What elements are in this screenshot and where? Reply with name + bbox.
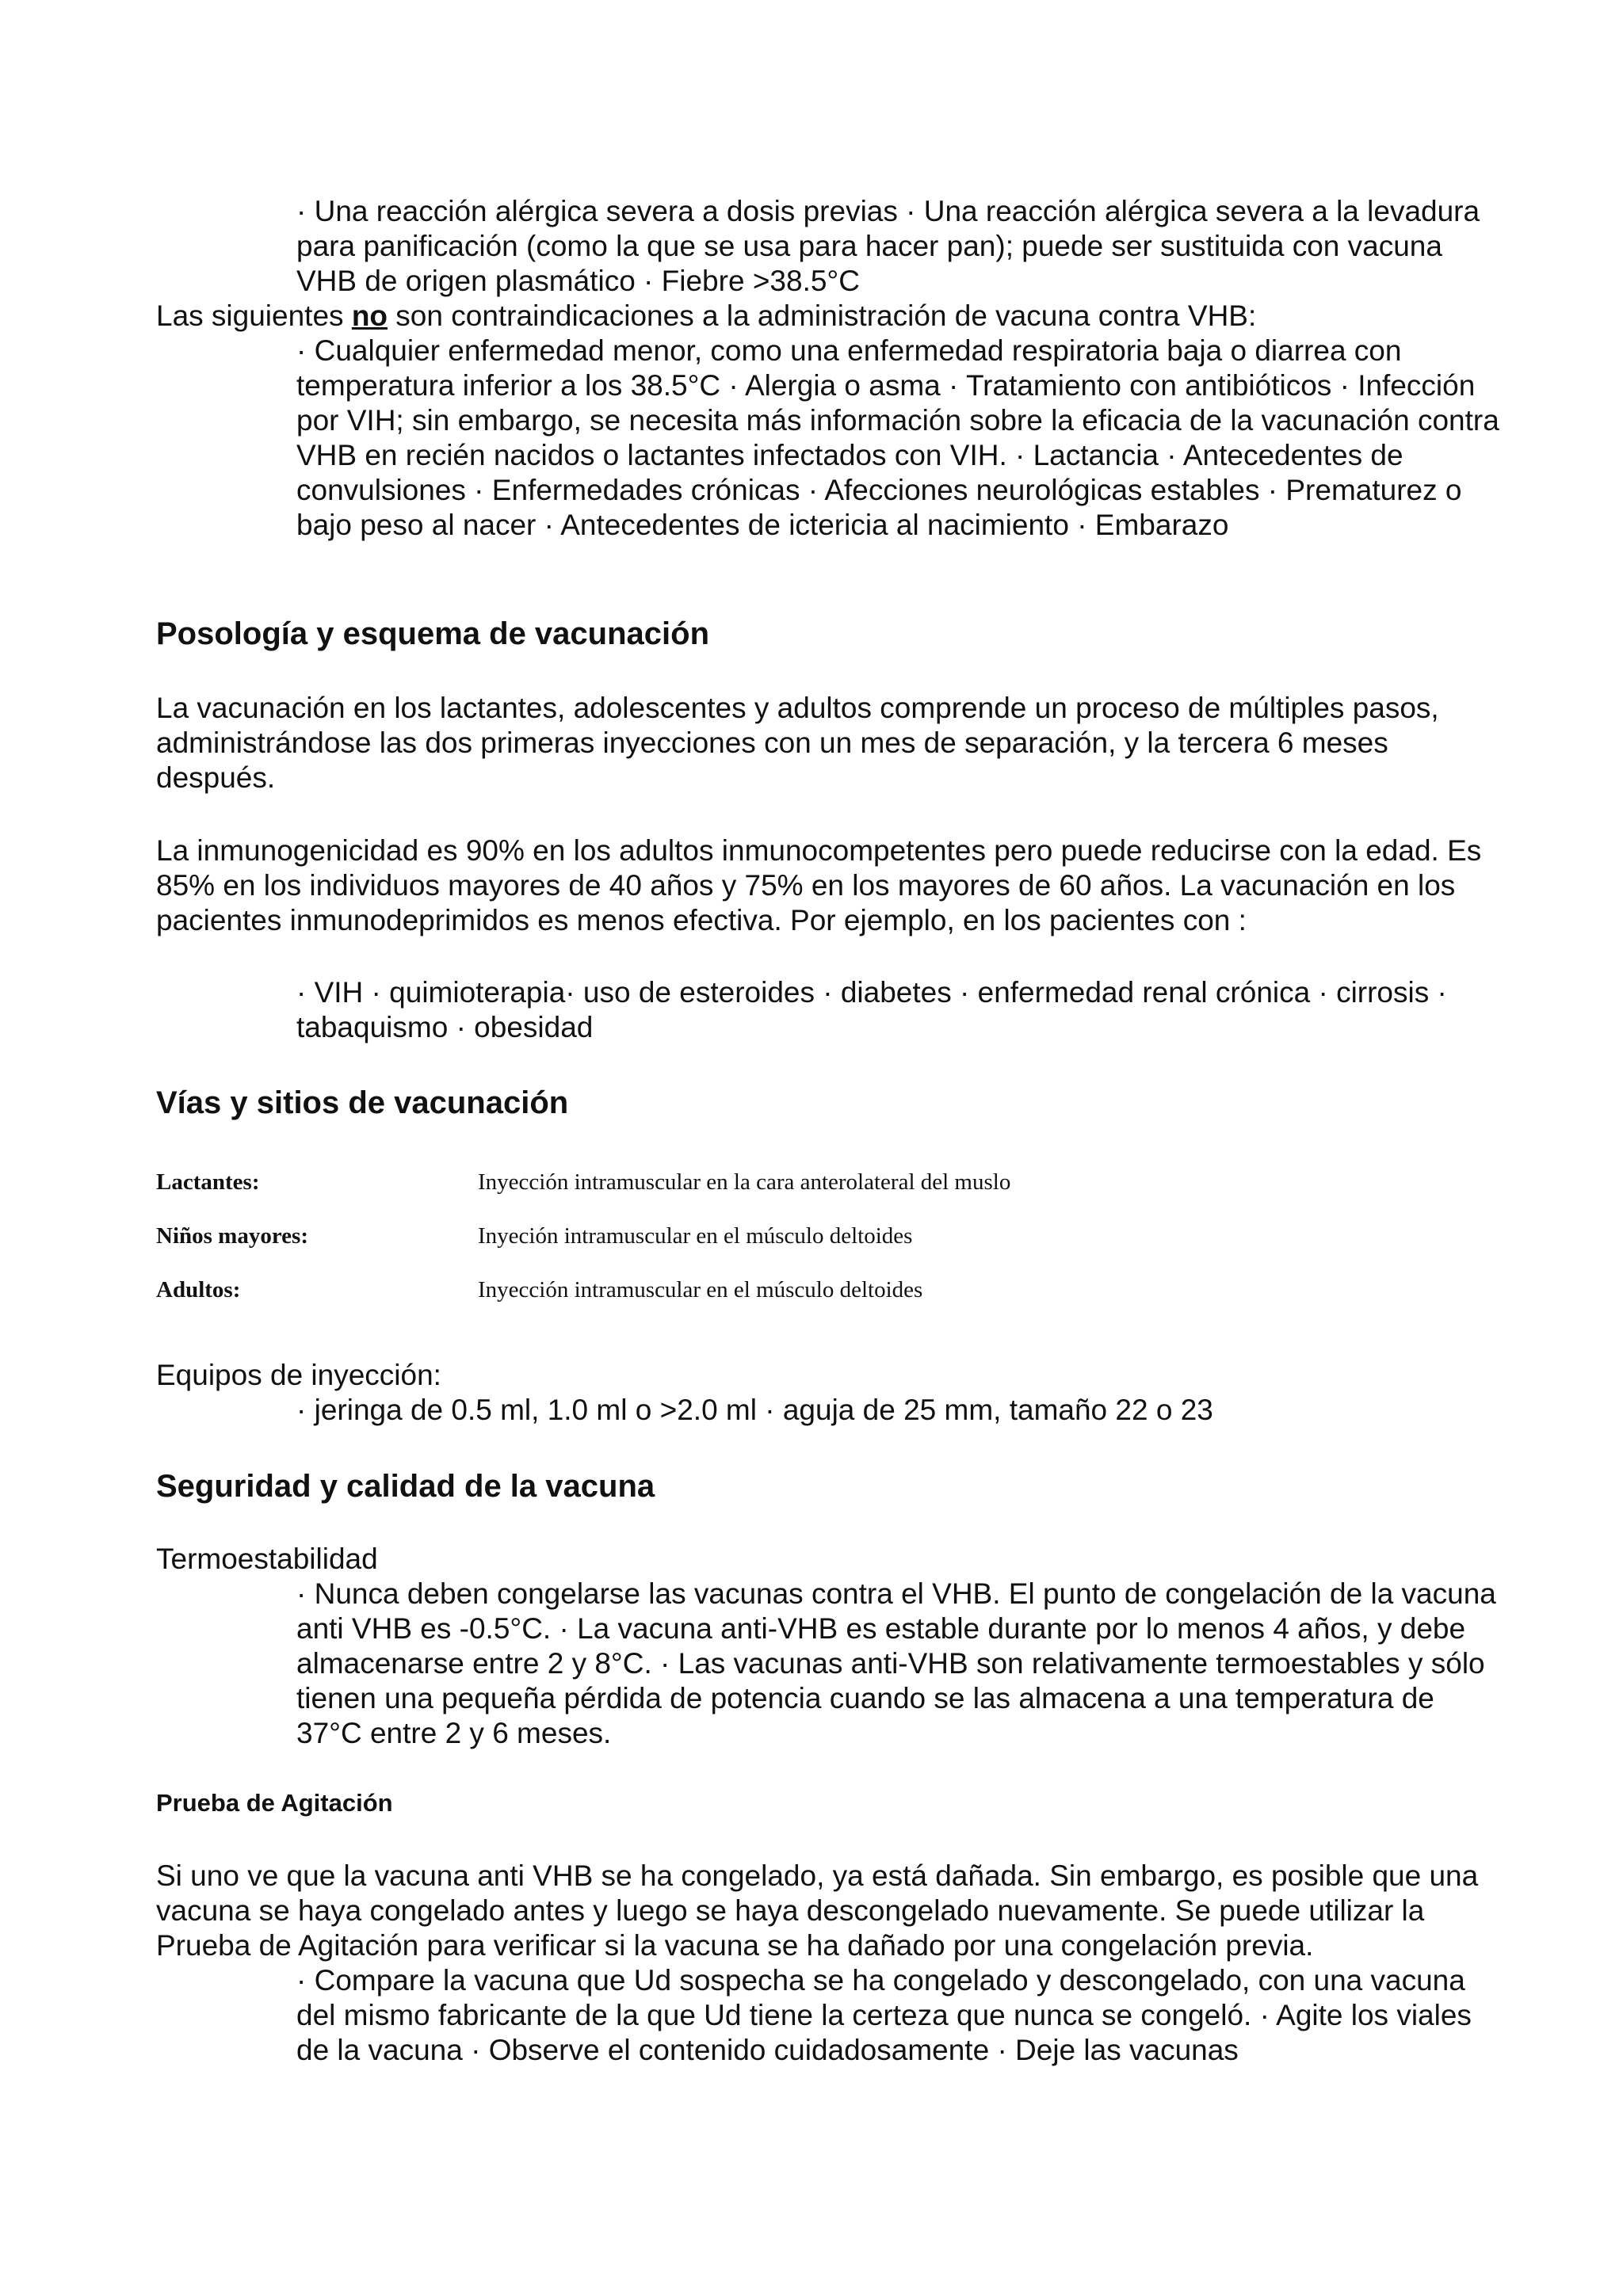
route-label: Lactantes: [156, 1169, 260, 1195]
routes-table [156, 1169, 1191, 1331]
termoestabilidad-list: · Nunca deben congelarse las vacunas contra el VHB. El punto de congelación de la vacuna anti VHB es -0.5°C. · La vacuna anti-VHB es estable durante por lo menos 4 años, y debe almacenarse entre 2 y 8°C. · Las vacunas anti-VHB son relativamente termoestables y sólo tienen una pequeña pérdida de potencia cuando se las almacena a una temperatura de 37°C entre 2 y 6 meses. [296, 1577, 1496, 1749]
agitacion-list: · Compare la vacuna que Ud sospecha se ha congelado y descongelado, con una vacuna del mismo fabricante de la que Ud tiene la certeza que nunca se congeló. · Agite los viales de la vacuna · Observe el contenido cuidadosamente · Deje las vacunas [296, 1964, 1472, 2066]
intro-after: son contraindicaciones a la administración de vacuna contra VHB: [388, 299, 1257, 332]
agitacion-paragraph: Si uno ve que la vacuna anti VHB se ha congelado, ya está dañada. Sin embargo, es posible que una vacuna se haya congelado antes y luego se haya descongelado nuevamente. Se puede utilizar la Prueba de Agitación para verificar si la vacuna se ha dañado por una congelación previa. [156, 1859, 1479, 1962]
risk-factors-list: · VIH · quimioterapia· uso de esteroides · diabetes · enfermedad renal crónica · cirrosis · tabaquismo · obesidad [296, 976, 1447, 1043]
seguridad-heading: Seguridad y calidad de la vacuna [156, 1469, 655, 1504]
equipos-list: · jeringa de 0.5 ml, 1.0 ml o >2.0 ml · aguja de 25 mm, tamaño 22 o 23 [296, 1394, 1213, 1426]
termoestabilidad-label: Termoestabilidad [156, 1543, 378, 1575]
not-contraindications-intro [156, 299, 1503, 334]
vias-heading: Vías y sitios de vacunación [156, 1085, 569, 1120]
route-value: Inyección intramuscular en el músculo deltoides [478, 1277, 923, 1302]
equipos-label: Equipos de inyección: [156, 1359, 441, 1391]
route-value: Inyeción intramuscular en el músculo deltoides [478, 1223, 913, 1249]
table-row [156, 1223, 1191, 1277]
agitacion-heading: Prueba de Agitación [156, 1789, 393, 1817]
route-value: Inyección intramuscular en la cara anterolateral del muslo [478, 1169, 1011, 1195]
table-row [156, 1277, 1191, 1331]
table-row [156, 1169, 1191, 1223]
posologia-paragraph-1: La vacunación en los lactantes, adolescentes y adultos comprende un proceso de múltiples pasos, administrándose las dos primeras inyecciones con un mes de separación, y la tercera 6 meses después. [156, 692, 1439, 794]
route-label: Adultos: [156, 1277, 241, 1302]
intro-emphasis: no [351, 299, 388, 332]
route-label: Niños mayores: [156, 1223, 308, 1249]
contraindications-list: · Una reacción alérgica severa a dosis previas · Una reacción alérgica severa a la levadura para panificación (como la que se usa para hacer pan); puede ser sustituida con vacuna VHB de origen plasmático · Fiebre >38.5°C [296, 195, 1480, 297]
posologia-paragraph-2: La inmunogenicidad es 90% en los adultos inmunocompetentes pero puede reducirse con la edad. Es 85% en los individuos mayores de 40 años y 75% en los mayores de 60 años. La vacunación en los pacientes inmunodeprimidos es menos efectiva. Por ejemplo, en los pacientes con : [156, 834, 1482, 936]
intro-before: Las siguientes [156, 299, 352, 332]
not-contraindications-list: · Cualquier enfermedad menor, como una enfermedad respiratoria baja o diarrea con temperatura inferior a los 38.5°C · Alergia o asma · Tratamiento con antibióticos · Infección por VIH; sin embargo, se necesita más información sobre la eficacia de la vacunación contra VHB en recién nacidos o lactantes infectados con VIH. · Lactancia · Antecedentes de convulsiones · Enfermedades crónicas · Afecciones neurológicas estables · Prematurez o bajo peso al nacer · Antecedentes de ictericia al nacimiento · Embarazo [296, 334, 1499, 541]
posologia-heading: Posología y esquema de vacunación [156, 616, 710, 651]
